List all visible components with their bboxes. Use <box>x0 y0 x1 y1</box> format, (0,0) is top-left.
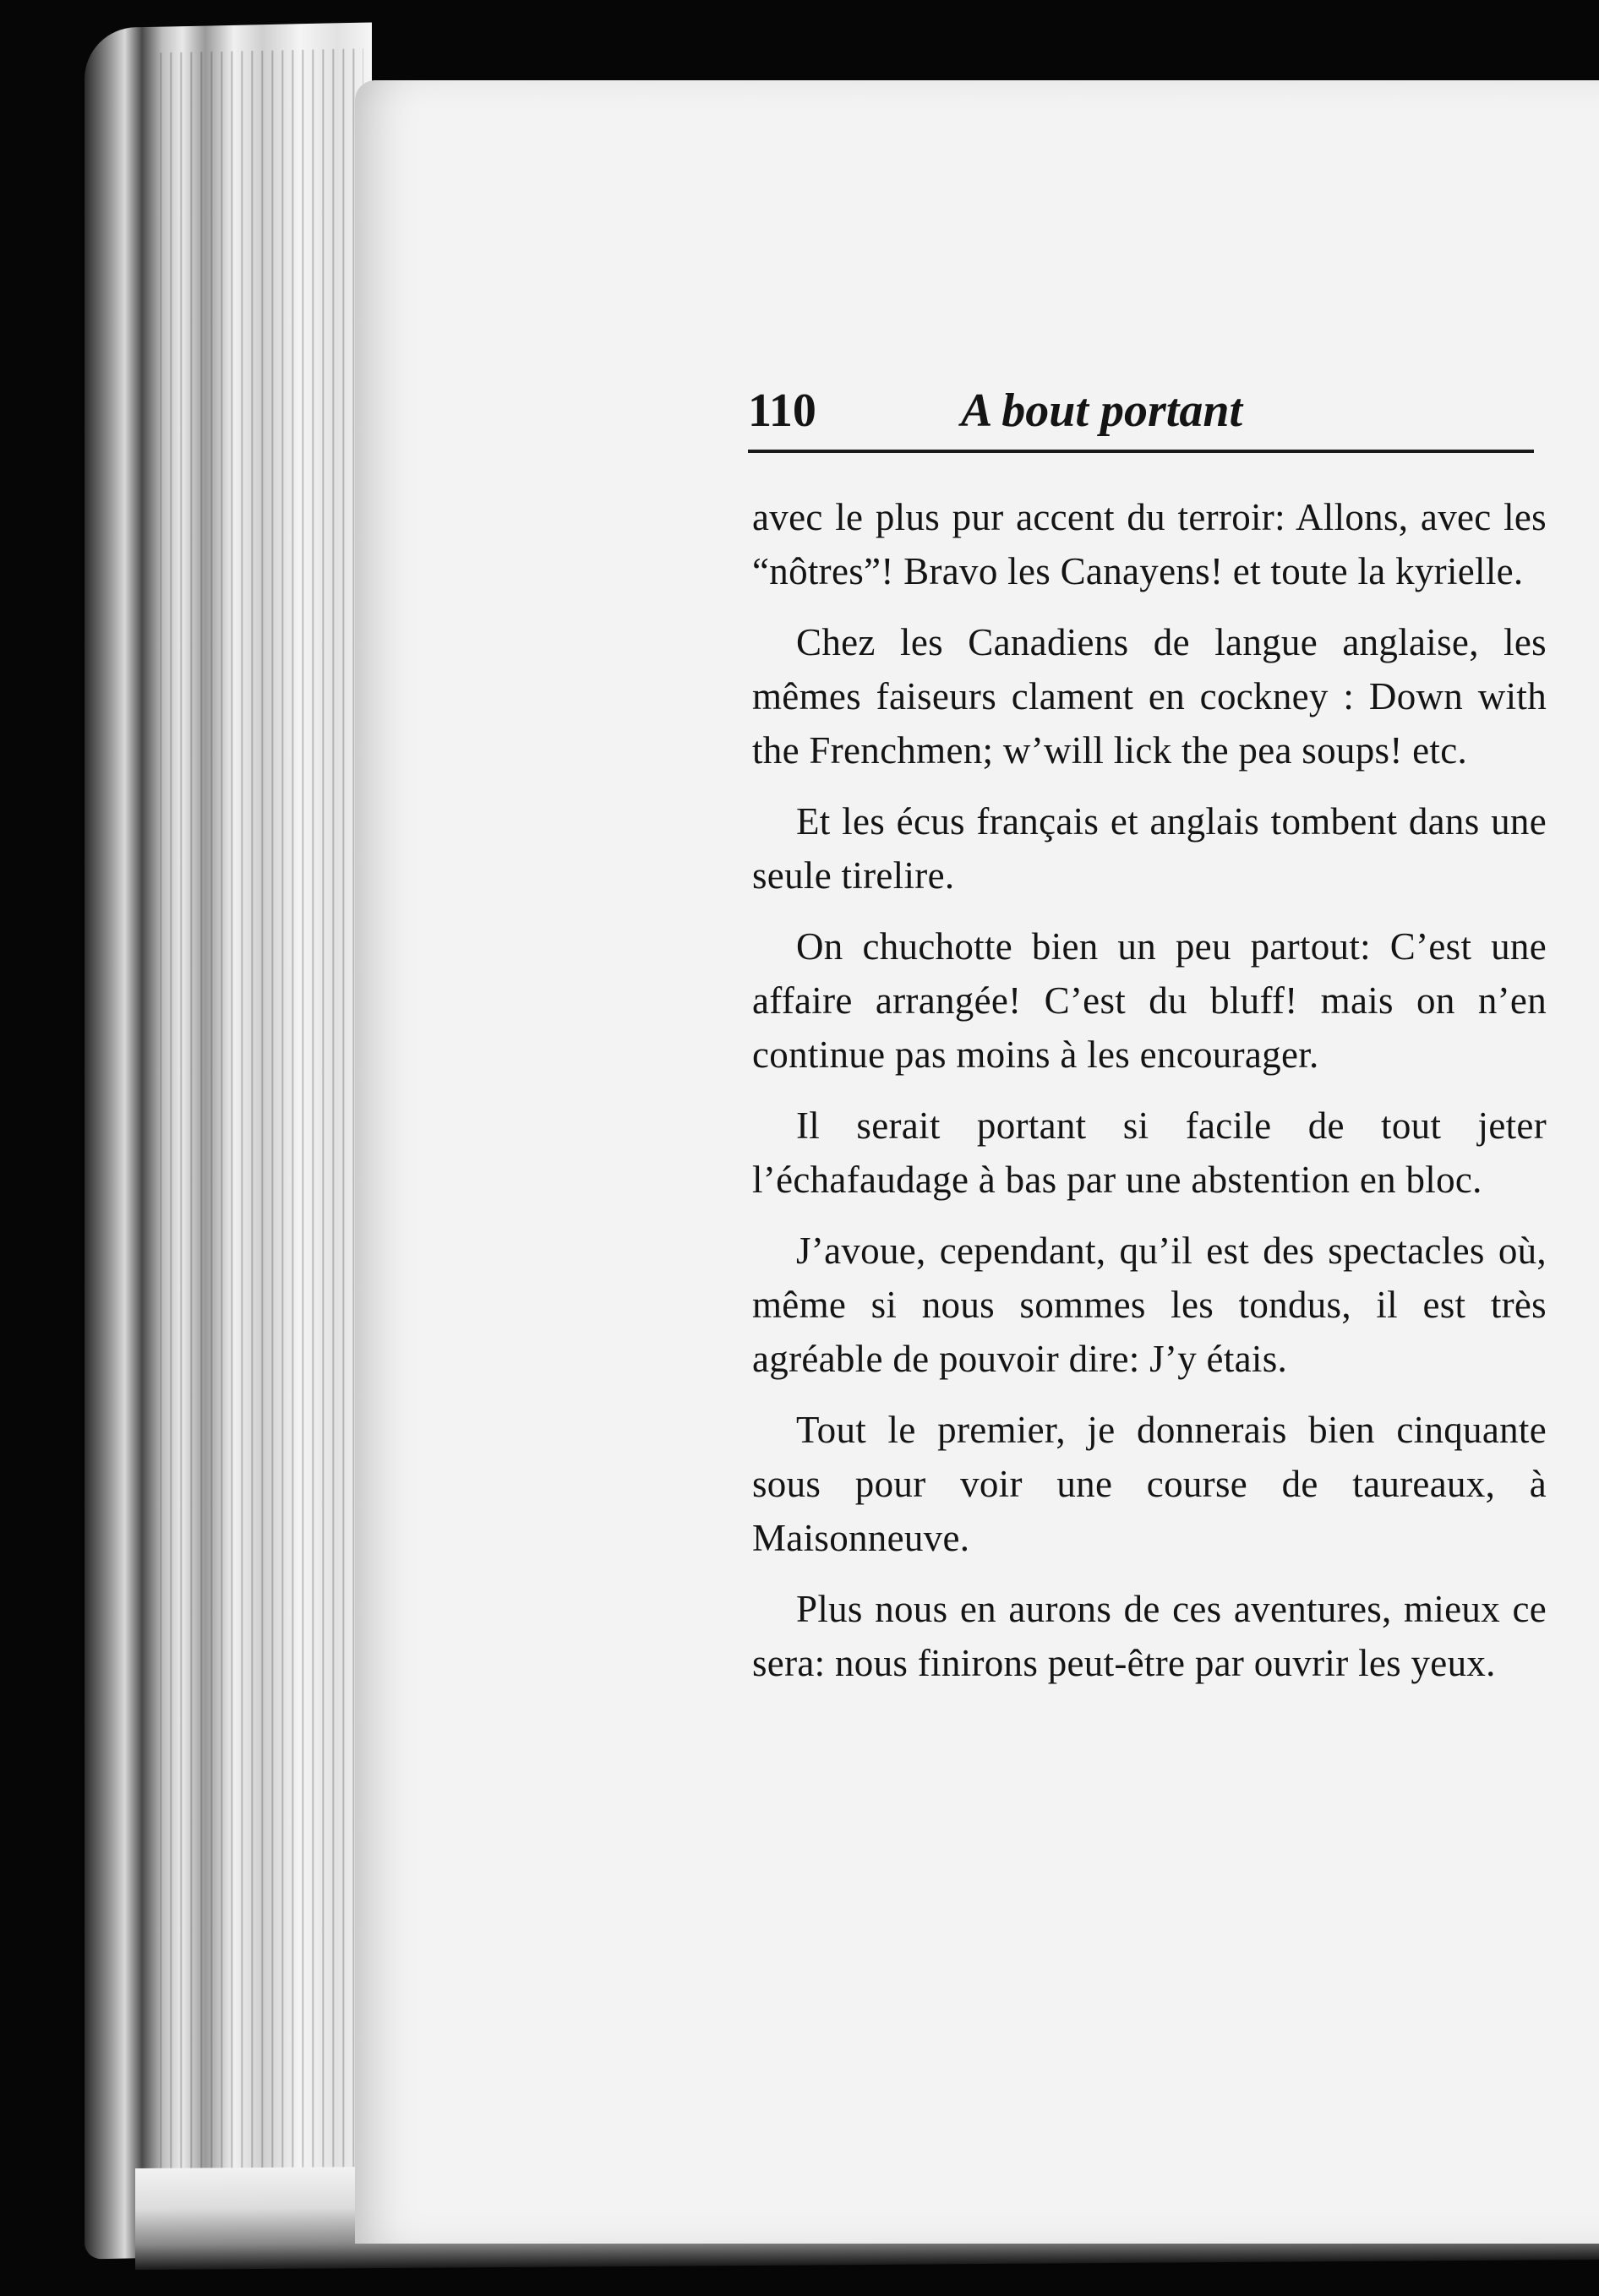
running-header <box>748 372 1551 456</box>
header-rule <box>748 450 1534 453</box>
body-text <box>752 490 1547 1690</box>
paragraph-5: Il serait portant si facile de tout jeter l’échafaudage à bas par une abstention en bloc. <box>752 1104 1547 1201</box>
page-number: 110 <box>748 384 816 437</box>
paragraph-4: On chuchotte bien un peu partout: C’est une affaire arrangée! C’est du bluff! mais on n’en continue pas moins à les encourager. <box>752 925 1547 1076</box>
paragraph-7: Tout le premier, je donnerais bien cinquante sous pour voir une course de taureaux, à Maisonneuve. <box>752 1409 1547 1559</box>
page-content <box>393 372 1559 1707</box>
paragraph-6: J’avoue, cependant, qu’il est des spectacles où, même si nous sommes les tondus, il est très agréable de pouvoir dire: J’y étais. <box>752 1230 1547 1380</box>
paragraph-2: Chez les Canadiens de langue anglaise, les mêmes faiseurs clament en cockney : Down with the Frenchmen; w’will lick the pea soups! etc. <box>752 621 1547 772</box>
paragraph-1: avec le plus pur accent du terroir: Allons, avec les “nôtres”! Bravo les Canayens! et toute la kyrielle. <box>752 496 1547 592</box>
paragraph-3: Et les écus français et anglais tombent dans une seule tirelire. <box>752 800 1547 897</box>
paragraph-8: Plus nous en aurons de ces aventures, mieux ce sera: nous finirons peut-être par ouvrir les yeux. <box>752 1588 1547 1684</box>
page-edge-lines <box>152 48 363 2216</box>
running-title: A bout portant <box>961 384 1243 437</box>
